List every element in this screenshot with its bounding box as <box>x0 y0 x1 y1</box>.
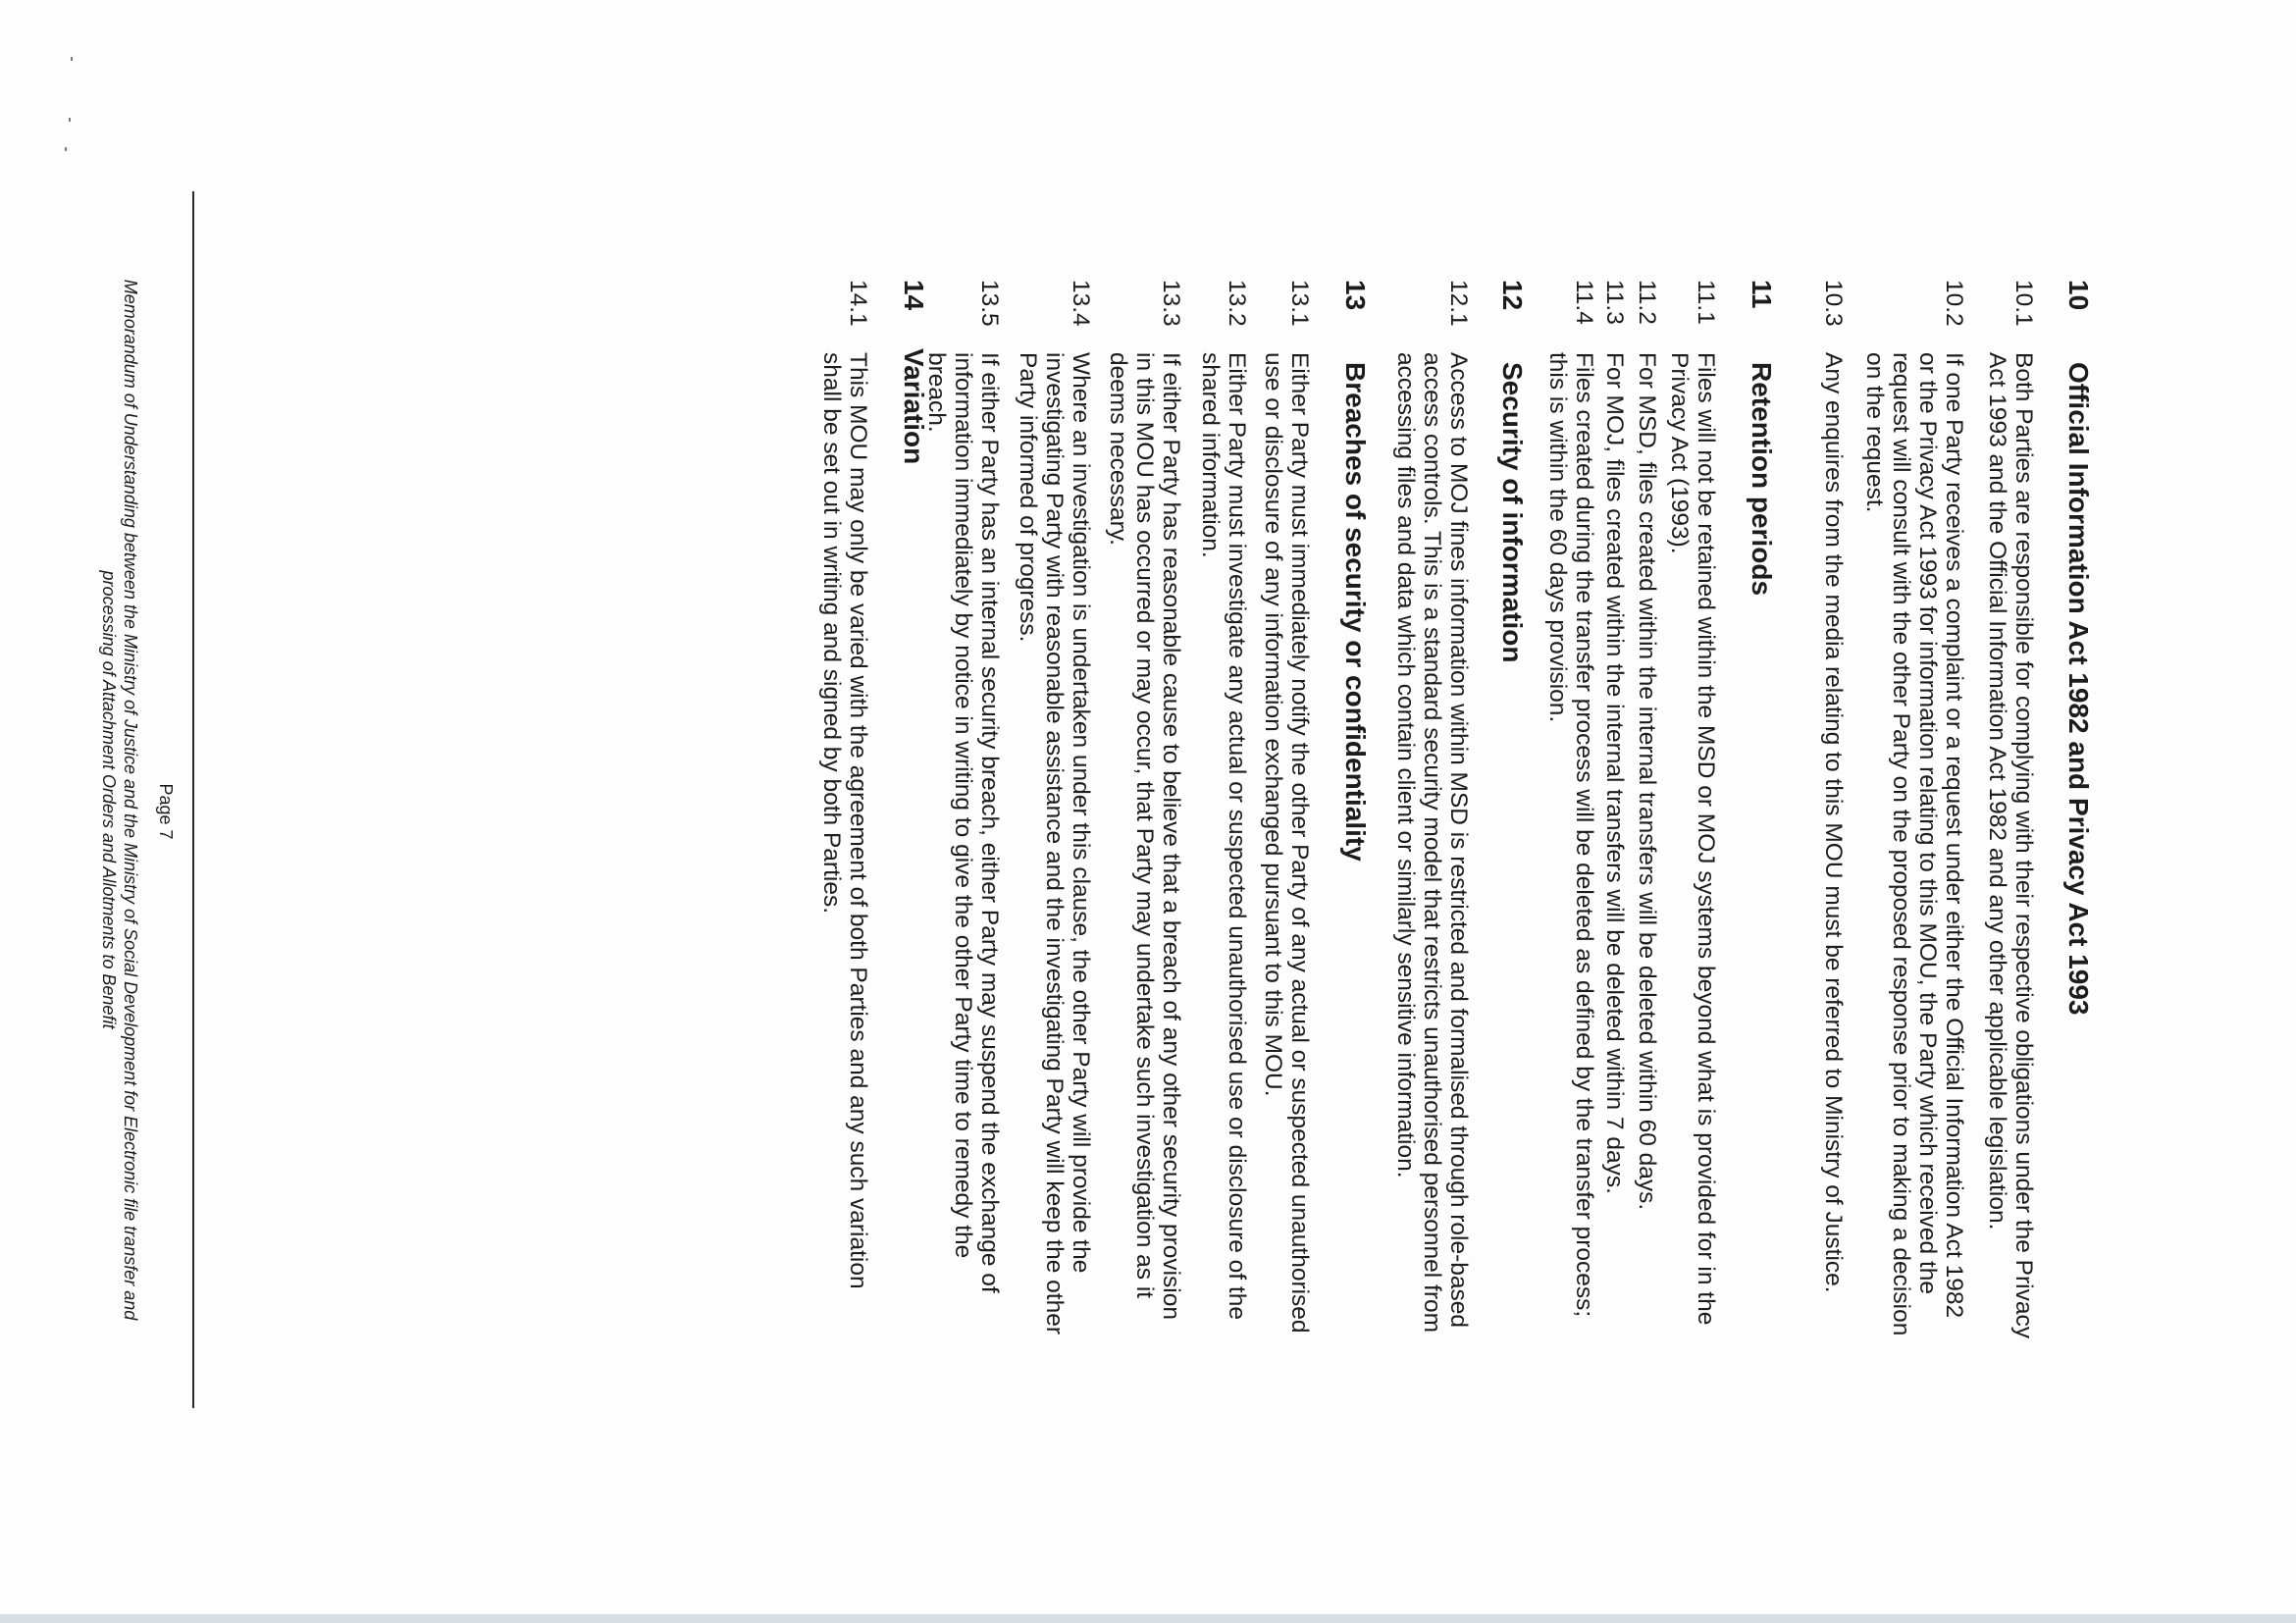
footer-text: Memorandum of Understanding between the Ministry of Justice and the Ministry of Social Development for Electronic file transfer and processing of Attachment Orders and Allotments to Benefit <box>99 279 140 1321</box>
scan-speck <box>69 118 71 122</box>
clause-number: 11.2 <box>1634 280 1660 325</box>
section-number: 11 <box>1747 280 1777 309</box>
clause-number: 10.3 <box>1820 280 1847 327</box>
clause-13-4 <box>1015 280 1094 1339</box>
scan-speck <box>71 57 73 61</box>
section-heading-11 <box>1745 280 1778 596</box>
clause-10-1 <box>1984 280 2037 1339</box>
clause-11-1 <box>1666 280 1719 1339</box>
clause-number: 11.4 <box>1571 280 1597 325</box>
section-title: Variation <box>899 348 929 465</box>
footer-divider <box>192 191 194 1408</box>
clause-text: Files will not be retained within the MSD or MOJ systems beyond what is provided for in the Privacy Act (1993). <box>1666 352 1719 1326</box>
scan-edge <box>0 1614 2296 1623</box>
section-heading-12 <box>1495 280 1529 662</box>
section-number: 13 <box>1340 280 1371 311</box>
clause-11-4 <box>1544 280 1597 1339</box>
clause-text: For MSD, files created within the internal transfers will be deleted within 60 days. <box>1634 352 1660 1211</box>
clause-11-2 <box>1634 280 1660 1339</box>
clause-text: If either Party has reasonable cause to believe that a breach of any other security provision in this MOU has occurred or may occur, that Party may undertake such investigation as it deems necessary. <box>1105 352 1184 1321</box>
clause-text: Both Parties are responsible for complying with their respective obligations under the Privacy Act 1993 and the Official Information Act 1982 and any other applicable legislation. <box>1984 352 2037 1339</box>
clause-number: 13.1 <box>1286 280 1313 327</box>
clause-10-2 <box>1861 280 1967 1339</box>
section-heading-14 <box>897 280 930 464</box>
clause-text: Where an investigation is undertaken under this clause, the other Party will provide the investigating Party with reasonable assistance and the investigating Party will keep the other Party informed of progress. <box>1015 352 1094 1335</box>
clause-11-3 <box>1601 280 1628 1339</box>
section-number: 12 <box>1497 280 1528 311</box>
clause-text: Either Party must investigate any actual or suspected unauthorised use or disclosure of the shared information. <box>1197 352 1250 1320</box>
page-number: Page 7 <box>156 783 176 840</box>
clause-13-5 <box>923 280 1003 1339</box>
clause-number: 13.2 <box>1224 280 1250 327</box>
section-title: Official Information Act 1982 and Privacy Act 1993 <box>2063 362 2094 1016</box>
section-title: Breaches of security or confidentiality <box>1340 362 1371 862</box>
clause-12-1 <box>1392 280 1472 1339</box>
clause-number: 13.5 <box>976 280 1003 327</box>
clause-13-2 <box>1197 280 1250 1339</box>
clause-13-1 <box>1260 280 1313 1339</box>
section-number: 14 <box>899 280 929 311</box>
clause-text: Any enquires from the media relating to this MOU must be referred to Ministry of Justice. <box>1820 352 1847 1293</box>
clause-text: Files created during the transfer process will be deleted as defined by the transfer process; this is within the 60 days provision. <box>1544 352 1597 1318</box>
clause-number: 13.3 <box>1158 280 1184 327</box>
section-number: 10 <box>2063 280 2094 311</box>
clause-text: If either Party has an internal security breach, either Party may suspend the exchange of information immediately by notice in writing to give the other Party time to remedy the breach. <box>923 352 1003 1293</box>
clause-10-3 <box>1820 280 1847 1339</box>
section-heading-10 <box>2061 280 2095 1016</box>
section-title: Retention periods <box>1747 362 1777 597</box>
clause-13-3 <box>1105 280 1184 1339</box>
clause-number: 11.3 <box>1601 280 1628 325</box>
clause-number: 12.1 <box>1445 280 1472 327</box>
section-title: Security of information <box>1497 362 1528 663</box>
clause-number: 13.4 <box>1068 280 1094 327</box>
clause-text: Either Party must immediately notify the other Party of any actual or suspected unauthorised use or disclosure of any information exchanged pursuant to this MOU. <box>1260 352 1313 1334</box>
clause-number: 10.2 <box>1941 280 1967 327</box>
clause-text: This MOU may only be varied with the agreement of both Parties and any such variation shall be set out in writing and signed by both Parties. <box>818 352 871 1289</box>
clause-number: 14.1 <box>845 280 871 327</box>
scan-speck <box>65 147 67 151</box>
clause-number: 11.1 <box>1693 280 1719 325</box>
clause-14-1 <box>818 280 871 1339</box>
clause-text: For MOJ, files created within the internal transfers will be deleted within 7 days. <box>1601 352 1628 1194</box>
clause-text: Access to MOJ fines information within MSD is restricted and formalised through role-based access controls. This is a standard security model that restricts unauthorised personnel from accessing files and data which contain client or similarly sensitive information. <box>1392 352 1472 1334</box>
clause-number: 10.1 <box>2010 280 2037 327</box>
section-heading-13 <box>1338 280 1372 862</box>
clause-text: If one Party receives a complaint or a request under either the Official Information Act 1982 or the Privacy Act 1993 for information relating to this MOU, the Party which received the request will consult with the other Party on the proposed response prior to making a decision on the request. <box>1861 352 1967 1336</box>
